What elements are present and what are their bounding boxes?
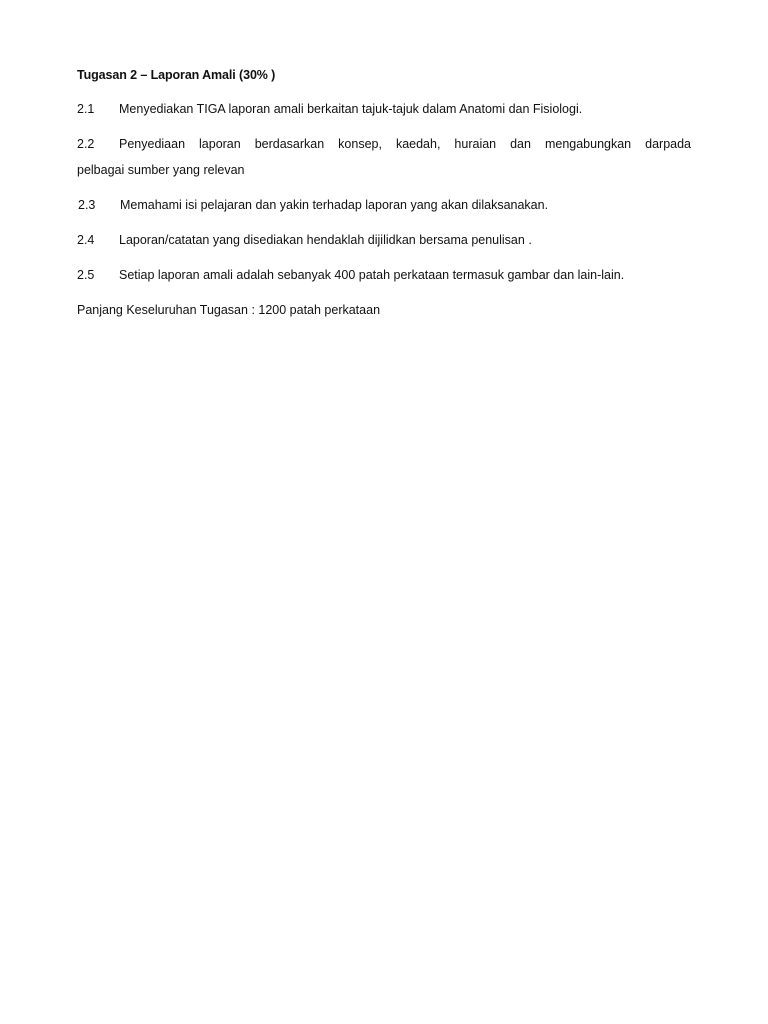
item-number: 2.1 [77,102,95,116]
list-item-2-5 [77,266,691,284]
item-number: 2.2 [77,137,95,151]
assignment-title: Tugasan 2 – Laporan Amali (30% ) [77,68,276,82]
document-content [77,66,691,319]
item-text: Setiap laporan amali adalah sebanyak 400 patah perkataan termasuk gambar dan lain-lain. [119,268,625,282]
item-text-continuation: pelbagai sumber yang relevan [77,163,245,177]
list-item-2-1 [77,100,691,118]
item-number: 2.5 [77,268,95,282]
item-number: 2.4 [77,233,95,247]
item-text: Menyediakan TIGA laporan amali berkaitan tajuk-tajuk dalam Anatomi dan Fisiologi. [119,102,583,116]
list-item-2-2 [77,135,691,179]
total-length-summary: Panjang Keseluruhan Tugasan : 1200 patah perkataan [77,303,381,317]
item-text: Laporan/catatan yang disediakan hendaklah dijilidkan bersama penulisan . [119,233,532,247]
list-item-2-4 [77,231,691,249]
list-item-2-3 [77,196,691,214]
item-number: 2.3 [78,198,96,212]
item-text: Penyediaan laporan berdasarkan konsep, kaedah, huraian dan mengabungkan darpada [119,137,691,151]
item-text: Memahami isi pelajaran dan yakin terhadap laporan yang akan dilaksanakan. [120,198,549,212]
